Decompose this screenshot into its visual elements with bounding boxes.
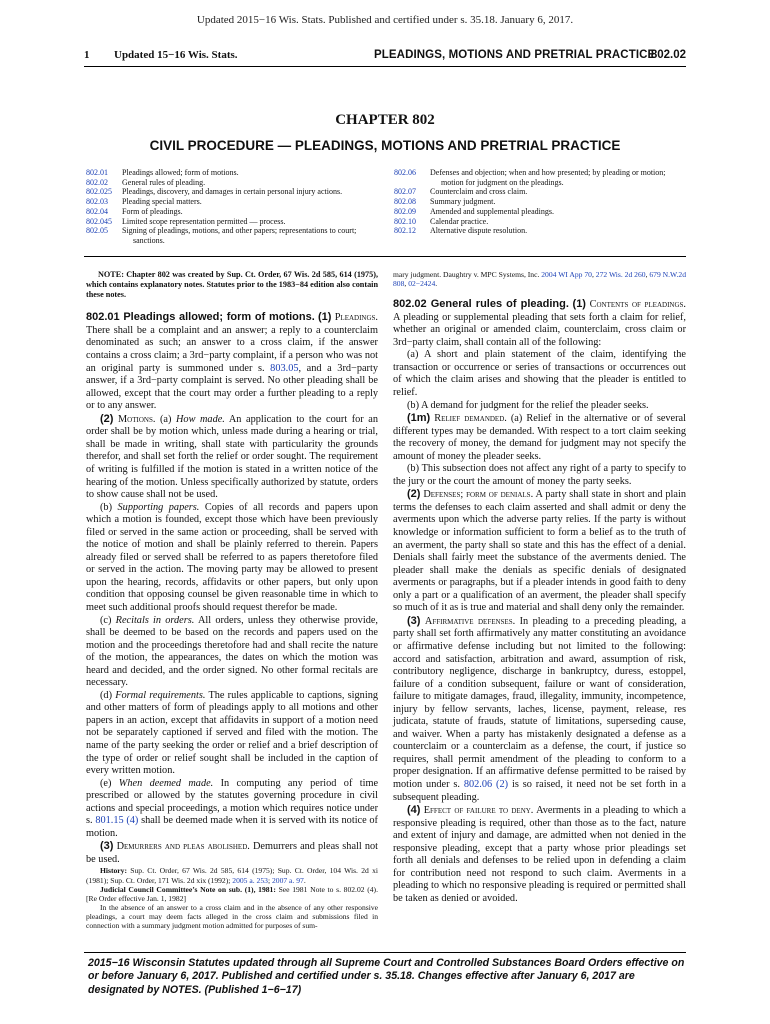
toc-right: [394, 168, 688, 236]
running-head: [84, 49, 686, 65]
toc-number-link[interactable]: 802.05: [86, 226, 108, 236]
toc-entry[interactable]: [86, 168, 386, 178]
subsection-3: (3) Affirmative defenses. In pleading to a preceding pleading, a party shall set forth affirmatively any matter constituting an avoidance or affirmative defense including but not limited to the following: accord and satisfaction, arbitration and award, assumption of risk, contributory negligence, discharge in bankruptcy, duress, estoppel, failure of a condition subsequent, failure or want of consideration, failure to mitigate damages, fraud, illegality, immunity, incompetence, injury by fellow servants, laches, license, payment, release, res judicata, statute of frauds, statute of limitations, superseding cause, and waiver. When a party has mistakenly designated a defense as a counterclaim or a counterclaim as a defense, the court, if justice so requires, shall permit amendment of the pleading to conform to a proper designation. If an affirmative defense permitted to be raised by motion under s. 802.06 (2) is so raised, it need not be set forth in a subsequent pleading.: [393, 614, 687, 803]
toc-entry[interactable]: [86, 187, 386, 197]
top-certification-note: Updated 2015−16 Wis. Stats. Published and certified under s. 35.18. January 6, 2017.: [196, 14, 574, 26]
toc-text-continued: motion for judgment on the pleadings.: [441, 177, 564, 187]
annotation: In the absence of an answer to a cross claim and in the absence of any other responsive pleadings, a court may deem facts alleged in the cross claim and submissions filed in connection with a summary judgment motion admitted for purposes of sum-: [86, 902, 378, 931]
toc-left: [86, 168, 386, 246]
running-head-title: PLEADINGS, MOTIONS AND PRETRIAL PRACTICE: [374, 49, 656, 61]
chapter-title: CIVIL PROCEDURE — PLEADINGS, MOTIONS AND PRETRIAL PRACTICE: [149, 138, 621, 153]
toc-number-link[interactable]: 802.08: [394, 197, 416, 207]
toc-text: Signing of pleadings, motions, and other papers; representations to court;: [122, 226, 357, 236]
chapter-number: CHAPTER 802: [335, 112, 435, 128]
toc-number-link[interactable]: 802.06: [394, 168, 416, 177]
left-column: [86, 270, 378, 930]
toc-number-link[interactable]: 802.01: [86, 168, 108, 177]
toc-text: Pleadings allowed; form of motions.: [122, 168, 239, 177]
subsection-2d: (d) Formal requirements. The rules applicable to captions, signing and other matters of form of pleadings apply to all motions and other papers in an action, except that affidavits in support of a motion need not be separately captioned if served and filed with the motion. The name of the party seeking the order or relief and a brief description of the type of order or relief sought shall be included in the caption of every written motion.: [86, 689, 378, 777]
subsection-2b: (b) Supporting papers. Copies of all records and papers upon which a motion is founded, except those which have been previously filed or served in the same action or proceeding, shall be served with the notice of motion and shall be plainly referred to therein. Papers already filed or served shall be referred to as papers theretofore filed or served in the action. The moving party may be allowed to present upon the hearing, records, affidavits or other papers, but only upon condition that opposing counsel be given reasonable time in which to meet such additional proofs should request therefor be made.: [86, 501, 378, 613]
toc-entry[interactable]: [394, 207, 688, 217]
toc-number-link[interactable]: 802.12: [394, 226, 416, 236]
case-link[interactable]: 272 Wis. 2d 260: [595, 270, 646, 279]
statute-link[interactable]: 801.15 (4): [95, 815, 139, 827]
annotation-continued: mary judgment. Daughtry v. MPC Systems, Inc. 2004 WI App 70, 272 Wis. 2d 260, 679 N.W.2d 808, 02−2424.: [393, 270, 687, 289]
toc-entry[interactable]: [86, 226, 386, 245]
toc-text: Counterclaim and cross claim.: [430, 187, 528, 197]
toc-text: Pleading special matters.: [122, 197, 202, 207]
statute-link[interactable]: 802.06 (2): [463, 778, 509, 790]
toc-text: Calendar practice.: [430, 216, 489, 226]
toc-number-link[interactable]: 802.04: [86, 206, 108, 216]
act-link[interactable]: 2007 a. 97: [271, 875, 304, 885]
toc-text: Defenses and objection; when and how presented; by pleading or motion;: [430, 168, 666, 177]
footer-note: 2015−16 Wisconsin Statutes updated through all Supreme Court and Controlled Substances Board Orders effective on or before January 6, 2017. Published and certified under s. 35.18. Changes effective after January 6, 2017 are designated by NOTES. (Published 1−6−17): [88, 957, 685, 996]
page-number: 1: [84, 49, 90, 61]
running-head-version: Updated 15−16 Wis. Stats.: [114, 49, 238, 61]
toc-text: Amended and supplemental pleadings.: [430, 206, 554, 216]
toc-entry[interactable]: [394, 187, 688, 197]
toc-text: Summary judgment.: [430, 197, 496, 207]
toc-text: Alternative dispute resolution.: [430, 226, 528, 236]
case-link[interactable]: 679 N.W.2d 808: [393, 270, 687, 289]
toc-number-link[interactable]: 802.025: [86, 187, 112, 197]
subsection-4: (4) Effect of failure to deny. Averments in a pleading to which a responsive pleading is required, other than those as to the fact, nature and extent of injury and damage, are admitted when not denied in the responsive pleading, except that a party whose prior pleadings set forth all denials and defenses to be relied upon in defending a claim for contribution need not respond to such claim. Averments in a pleading to which no responsive pleading is required or permitted shall be taken as denied or avoided.: [393, 804, 686, 904]
subsection-2c: (c) Recitals in orders. All orders, unless they otherwise provide, shall be deemed to be based on the records and papers used on the motion and the proceedings theretofore had and shall recite the nature of the motion, the appearances, the dates on which the motion was heard and decided, and the order signed. No other formal recitals are necessary.: [86, 614, 378, 689]
toc-number-link[interactable]: 802.07: [394, 187, 416, 197]
subsection-1b: (b) A demand for judgment for the relief the pleader seeks.: [407, 399, 649, 411]
council-note: Judicial Council Committee’s Note on sub. (1), 1981: See 1981 Note to s. 802.02 (4). [Re Order effective Jan. 1, 1982]: [86, 884, 378, 903]
toc-text: General rules of pleading.: [122, 177, 206, 187]
subsection-2e: (e) When deemed made. In computing any period of time prescribed or allowed by the statutes governing procedure in civil actions and special proceedings, a motion which requires notice under s. 801.15 (4) shall be deemed made when it is served with its notice of motion.: [86, 777, 379, 839]
toc-entry[interactable]: [394, 168, 688, 187]
toc-number-link[interactable]: 802.03: [86, 197, 108, 207]
toc-text: Limited scope representation permitted — process.: [122, 216, 286, 226]
running-head-section: 802.02: [650, 49, 686, 61]
toc-entry[interactable]: [394, 226, 688, 236]
toc-entry[interactable]: [394, 217, 688, 227]
toc-number-link[interactable]: 802.10: [394, 216, 416, 226]
subsection-3: (3) Demurrers and pleas abolished. Demurrers and pleas shall not be used.: [86, 840, 378, 865]
toc-entry[interactable]: [86, 207, 386, 217]
section-heading: 802.01 Pleadings allowed; form of motions.: [86, 311, 315, 324]
chapter-note: NOTE: Chapter 802 was created by Sup. Ct. Order, 67 Wis. 2d 585, 614 (1975), which contains explanatory notes. Statutes prior to the 1983−84 edition also contain these notes.: [86, 270, 378, 299]
toc-number-link[interactable]: 802.045: [86, 216, 112, 226]
section-802-01: 802.01 Pleadings allowed; form of motions. (1) Pleadings. There shall be a complaint and an answer; a reply to a counterclaim denominated as such; an answer to a cross claim, if the answer contains a cross claim; a 3rd−party complaint, if a person who was not an original party is summoned under s. 803.05, and a 3rd−party answer, if a 3rd−party complaint is served. No other pleading shall be allowed, except that the court may order a further pleading to a reply or to any answer.: [86, 311, 379, 412]
toc-number-link[interactable]: 802.09: [394, 206, 416, 216]
section-802-02: 802.02 General rules of pleading. (1) Contents of pleadings. A pleading or supplemental pleading that sets forth a claim for relief, whether an original or amended claim, counterclaim, cross claim or 3rd−party claim, shall contain all of the following:: [393, 298, 686, 348]
subsection-2: (2) Defenses; form of denials. A party shall state in short and plain terms the defenses to each claim asserted and shall admit or deny the averments upon which the adverse party relies. If the party is without knowledge or information sufficient to form a belief as to the truth of an averment, the party shall so state and this has the effect of a denial. Denials shall fairly meet the substance of the averments denied. The pleader shall make the denials as specific denials of designated averments or paragraphs, but if a pleader intends in good faith to deny only a part or a qualification of an averment, the pleader shall specify so much of it as is true and material and shall deny only the remainder.: [393, 488, 686, 614]
toc-text: Pleadings, discovery, and damages in certain personal injury actions.: [122, 187, 343, 197]
toc-rule: [84, 256, 686, 257]
toc-entry[interactable]: [86, 197, 386, 207]
history-note: History: Sup. Ct. Order, 67 Wis. 2d 585, 614 (1975); Sup. Ct. Order, 104 Wis. 2d xi (1981); Sup. Ct. Order, 171 Wis. 2d xix (1992); 2005 a. 253; 2007 a. 97.: [86, 866, 378, 885]
subsection-1m: (1m) Relief demanded. (a) Relief in the alternative or of several different types may be demanded. With respect to a tort claim seeking the recovery of money, the demand for judgment may not specify the amount of money the pleader seeks.: [393, 412, 686, 462]
subsection-1m-b: (b) This subsection does not affect any right of a party to specify to the jury or the court the amount of money the party seeks.: [393, 463, 686, 487]
act-link[interactable]: 2005 a. 253: [232, 875, 268, 885]
toc-entry[interactable]: [86, 178, 386, 188]
toc-entry[interactable]: [86, 217, 386, 227]
case-link[interactable]: 2004 WI App 70: [541, 270, 592, 279]
toc-entry[interactable]: [394, 197, 688, 207]
header-rule: [84, 66, 686, 67]
statute-link[interactable]: 803.05: [270, 362, 299, 374]
toc-number-link[interactable]: 802.02: [86, 177, 108, 187]
section-heading: 802.02 General rules of pleading.: [393, 298, 569, 311]
subsection-2a: (2) Motions. (a) How made. An application to the court for an order shall be by motion which, unless made during a hearing or trial, shall be made in writing, shall state with particularity the grounds therefor, and shall set forth the relief or order sought. The requirement of writing is fulfilled if the motion is stated in a written notice of the hearing of the motion. Unless specifically authorized by statute, orders to show cause shall not be used.: [86, 412, 379, 501]
footer-rule: [84, 952, 686, 953]
subsection-1a: (a) A short and plain statement of the claim, identifying the transaction or occurrence or series of transactions or occurrences out of which the claim arises and showing that the pleader is entitled to relief.: [393, 349, 686, 399]
toc-text: Form of pleadings.: [122, 206, 183, 216]
toc-text-continued: sanctions.: [133, 235, 165, 245]
right-column: [393, 270, 686, 905]
case-link[interactable]: 02−2424: [408, 279, 436, 289]
